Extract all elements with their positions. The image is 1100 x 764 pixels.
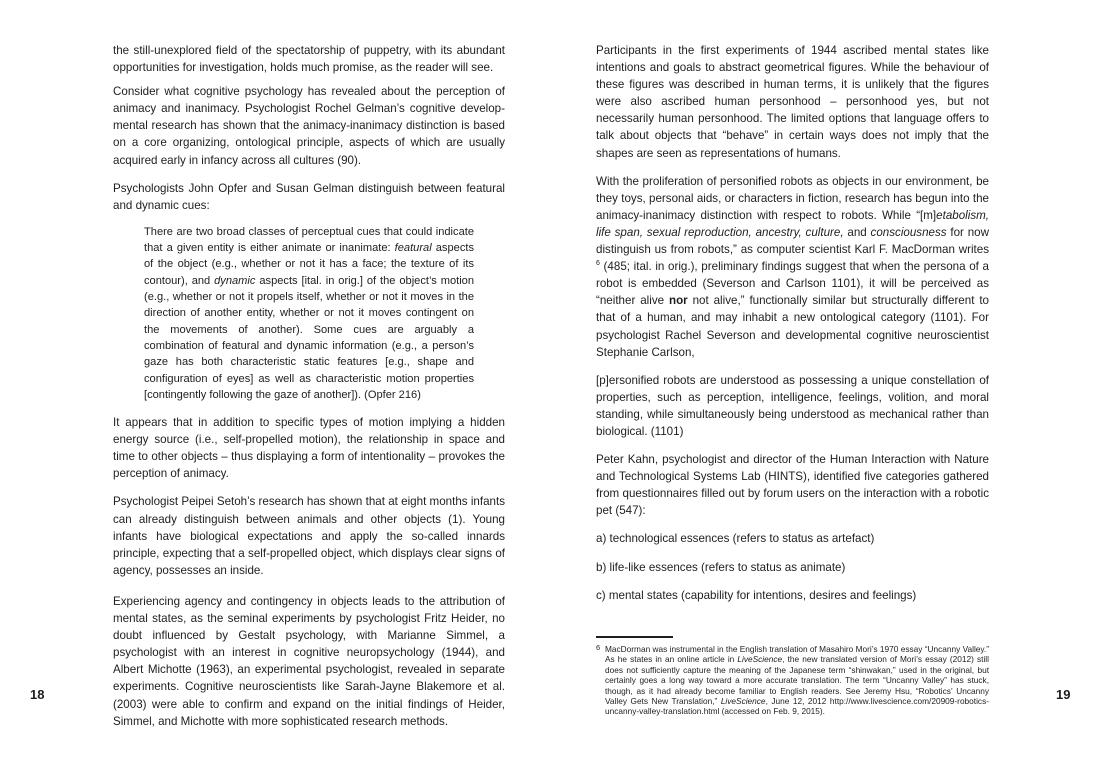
quote-italic-dynamic: dynamic: [214, 274, 256, 287]
left-paragraph-4: It appears that in addition to specific types of motion implying a hidden energy source (i.e., self-propelled motion), the relationship in space and time to other objects – thus displaying a form of intentionality – provokes the perception of animacy.: [113, 416, 505, 481]
quote-text: aspects of the object (e.g., whether or not it has a face; the texture of its contour), and: [144, 242, 474, 287]
footnote-number: 6: [596, 643, 601, 652]
right-paragraph-2: [596, 173, 989, 361]
block-quote-opfer: [144, 224, 474, 403]
left-paragraph-3: Psychologists John Opfer and Susan Gelman distinguish between featural and dynamic cues:: [113, 181, 505, 212]
list-item-b: b) life-like essences (refers to status as animate): [596, 560, 846, 574]
footnote-text: [605, 644, 989, 717]
italic-text: etabolism, life span, sexual reproduction, ancestry, culture,: [596, 208, 989, 239]
italic-text: consciousness: [870, 225, 947, 239]
left-paragraph-6: Experiencing agency and contingency in objects leads to the attribution of mental states, as the seminal experiments by psychologist Fritz Heider, no doubt influenced by Gestalt psychology, with Marianne Simmel, a psychologist with an interest in cognitive neuropsychology (1944), and Albert Michotte (1963), an experimental psychologist, revealed in separate experiments. Cognitive neuroscientists like Sarah-Jayne Blakemore et al. (2003) were able to confirm and expand on the initial findings of Heider, Simmel, and Michotte with more sophisticated research methods.: [113, 594, 505, 728]
footnote-text-part: , the new translated version of Mori’s essay (2012) still does not sufficiently capture the meaning of the Japanese term “shinwakan,” used in the original, but certainly goes a long way toward a more accurate translation. The term “Uncanny Valley” has stuck, though, as it had already become familiar to English readers. See Jeremy Hsu, “Robotics’ Uncanny Valley Gets New Translation,”: [605, 654, 989, 707]
left-paragraph-1: the still-unexplored field of the spectatorship of puppetry, with its abundant opportunities for investigation, holds much promise, as the reader will see.: [113, 44, 505, 75]
paragraph-text: for now distinguish us from robots,” as computer scientist Karl F. MacDorman writes: [596, 225, 989, 257]
footnote-text-part: , June 12, 2012 http://www.livescience.com/20909-robotics-uncanny-valley-translation.html (accessed on Feb. 9, 2015).: [605, 696, 989, 717]
footnote-italic: LiveScience: [737, 654, 783, 665]
left-paragraph-5: Psychologist Peipei Setoh’s research has shown that at eight months infants can already distinguish between animals and other objects (1). Young infants have biological expectations and apply the so-called innards principle, expecting that a self-propelled object, which displays clear signs of agency, possesses an inside.: [113, 495, 505, 577]
footnote-text-part: MacDorman was instrumental in the English translation of Masahiro Mori’s 1970 essay “Uncanny Valley.” As he states in an online article in: [605, 644, 989, 665]
page-number-left: 18: [30, 687, 45, 702]
footnote-reference[interactable]: 6: [596, 260, 600, 268]
paragraph-text: and: [843, 225, 871, 239]
list-item-a: a) technological essences (refers to status as artefact): [596, 532, 875, 546]
left-page-text-column: [113, 42, 505, 730]
quote-text: There are two broad classes of perceptual cues that could indicate that a given entity is either animate or inanimate:: [144, 225, 474, 255]
paragraph-text: not alive,” functionally similar but structurally different to that of a human, and may inhabit a new ontological category (1101). For psychologist Rachel Severson and developmental cognitive neuroscientist Stephanie Carlson,: [596, 294, 989, 359]
paragraph-text: (485; ital. in orig.), preliminary findings suggest that when the persona of a robot is embedded (Severson and Carlson 1101), it will be perceived as “neither alive: [596, 260, 989, 308]
footnote-italic: LiveScience: [720, 696, 766, 707]
left-paragraph-2: Consider what cognitive psychology has revealed about the perception of animacy and inanimacy. Psychologist Rochel Gelman’s cognitive developmental research has shown that the animacy-inanimacy distinction is based on a core organizing, ontological principle, aspects of which are usually acquired early in infancy across all cultures (90).: [113, 85, 505, 167]
bold-text: nor: [668, 294, 688, 308]
right-page-text-column: [596, 42, 989, 604]
paragraph-text: With the proliferation of personified robots as objects in our environment, be they toys, personal aids, or characters in fiction, research has begun into the animacy-inanimacy distinction with respect to robots. While “[m]: [596, 174, 989, 222]
page-number-right: 19: [1056, 687, 1071, 702]
footnote: [596, 644, 989, 717]
right-paragraph-3: Peter Kahn, psychologist and director of the Human Interaction with Nature and Technological Systems Lab (HINTS), identified five categories gathered from questionnaires filled out by forum users on the interaction with a robotic pet (547):: [596, 453, 989, 518]
quote-italic-featural: featural: [394, 242, 432, 255]
quote-text: aspects [ital. in orig.] of the object’s motion (e.g., whether or not it propels itself, whether or not it moves in the direction of another entity, whether or not it moves contingent on the movements of another). Some cues are arguably a combination of featural and dynamic information (e.g., a person’s gaze has both characteristic static features [e.g., shape and configuration of eyes] as well as characteristic motion properties [contingently following the gaze of another]). (Opfer 216): [144, 274, 475, 401]
list-item-c: c) mental states (capability for intentions, desires and feelings): [596, 588, 917, 602]
right-paragraph-1: Participants in the first experiments of 1944 ascribed mental states like intentions and goals to abstract geometrical figures. While the behaviour of these figures was described in human terms, it is unlikely that the figures were also ascribed human personhood – personhood yes, but not necessarily human personhood. The limited options that language offers to talk about objects that “behave” in certain ways does not imply that the shapes are seen as representations of humans.: [596, 44, 989, 160]
block-quote-severson: [p]ersonified robots are understood as possessing a unique constellation of properties, such as perception, intelligence, feelings, volition, and moral standing, while simultaneously being understood as mechanical rather than biological. (1101): [596, 373, 989, 438]
footnote-divider: [596, 636, 673, 638]
